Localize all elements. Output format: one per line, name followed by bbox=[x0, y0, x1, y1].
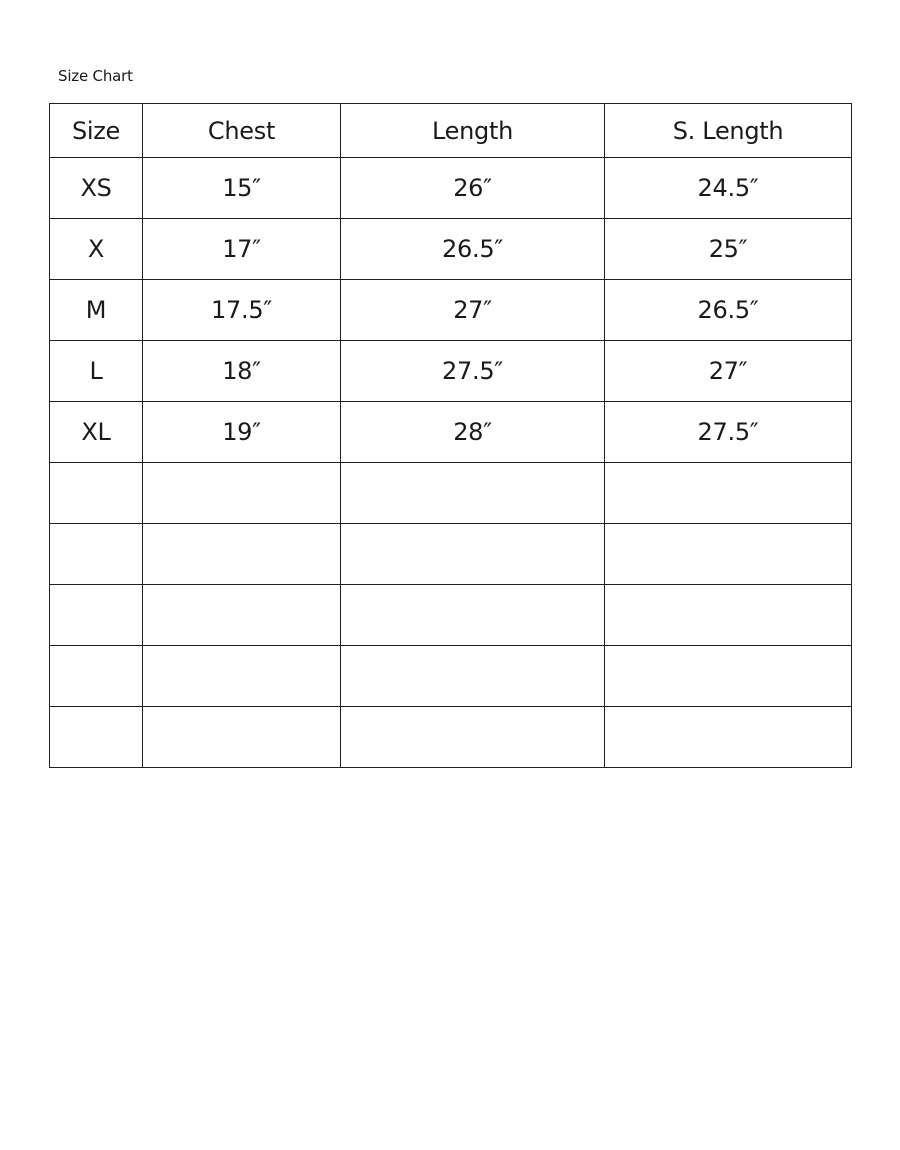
cell-size bbox=[50, 585, 143, 646]
page-title: Size Chart bbox=[58, 67, 133, 85]
cell-length: 27″ bbox=[341, 280, 605, 341]
cell-s-length bbox=[605, 585, 852, 646]
cell-chest bbox=[143, 524, 341, 585]
cell-chest bbox=[143, 585, 341, 646]
cell-length bbox=[341, 463, 605, 524]
size-chart-table bbox=[49, 103, 852, 768]
table-row-empty bbox=[50, 646, 852, 707]
table-row bbox=[50, 402, 852, 463]
cell-chest: 17.5″ bbox=[143, 280, 341, 341]
cell-s-length bbox=[605, 524, 852, 585]
cell-length: 27.5″ bbox=[341, 341, 605, 402]
table-row bbox=[50, 280, 852, 341]
header-length: Length bbox=[341, 104, 605, 158]
cell-size bbox=[50, 524, 143, 585]
header-chest: Chest bbox=[143, 104, 341, 158]
cell-length bbox=[341, 707, 605, 768]
cell-length: 28″ bbox=[341, 402, 605, 463]
cell-length: 26″ bbox=[341, 158, 605, 219]
table-header bbox=[50, 104, 852, 158]
cell-length bbox=[341, 524, 605, 585]
cell-chest bbox=[143, 646, 341, 707]
cell-length bbox=[341, 646, 605, 707]
cell-chest: 15″ bbox=[143, 158, 341, 219]
table-row bbox=[50, 341, 852, 402]
table-row-empty bbox=[50, 585, 852, 646]
cell-size bbox=[50, 463, 143, 524]
header-s-length: S. Length bbox=[605, 104, 852, 158]
table-row-empty bbox=[50, 707, 852, 768]
table-body bbox=[50, 158, 852, 768]
cell-s-length: 24.5″ bbox=[605, 158, 852, 219]
cell-chest: 17″ bbox=[143, 219, 341, 280]
cell-size bbox=[50, 707, 143, 768]
cell-chest: 18″ bbox=[143, 341, 341, 402]
table-row bbox=[50, 219, 852, 280]
cell-chest bbox=[143, 463, 341, 524]
cell-chest bbox=[143, 707, 341, 768]
cell-size: L bbox=[50, 341, 143, 402]
table-row bbox=[50, 158, 852, 219]
cell-length: 26.5″ bbox=[341, 219, 605, 280]
cell-length bbox=[341, 585, 605, 646]
cell-s-length: 25″ bbox=[605, 219, 852, 280]
header-row bbox=[50, 104, 852, 158]
cell-s-length: 27″ bbox=[605, 341, 852, 402]
cell-size: XS bbox=[50, 158, 143, 219]
cell-size: XL bbox=[50, 402, 143, 463]
cell-s-length bbox=[605, 463, 852, 524]
cell-size bbox=[50, 646, 143, 707]
cell-s-length bbox=[605, 707, 852, 768]
cell-size: M bbox=[50, 280, 143, 341]
cell-s-length bbox=[605, 646, 852, 707]
table-row-empty bbox=[50, 524, 852, 585]
header-size: Size bbox=[50, 104, 143, 158]
cell-s-length: 26.5″ bbox=[605, 280, 852, 341]
table-row-empty bbox=[50, 463, 852, 524]
cell-chest: 19″ bbox=[143, 402, 341, 463]
cell-s-length: 27.5″ bbox=[605, 402, 852, 463]
cell-size: X bbox=[50, 219, 143, 280]
